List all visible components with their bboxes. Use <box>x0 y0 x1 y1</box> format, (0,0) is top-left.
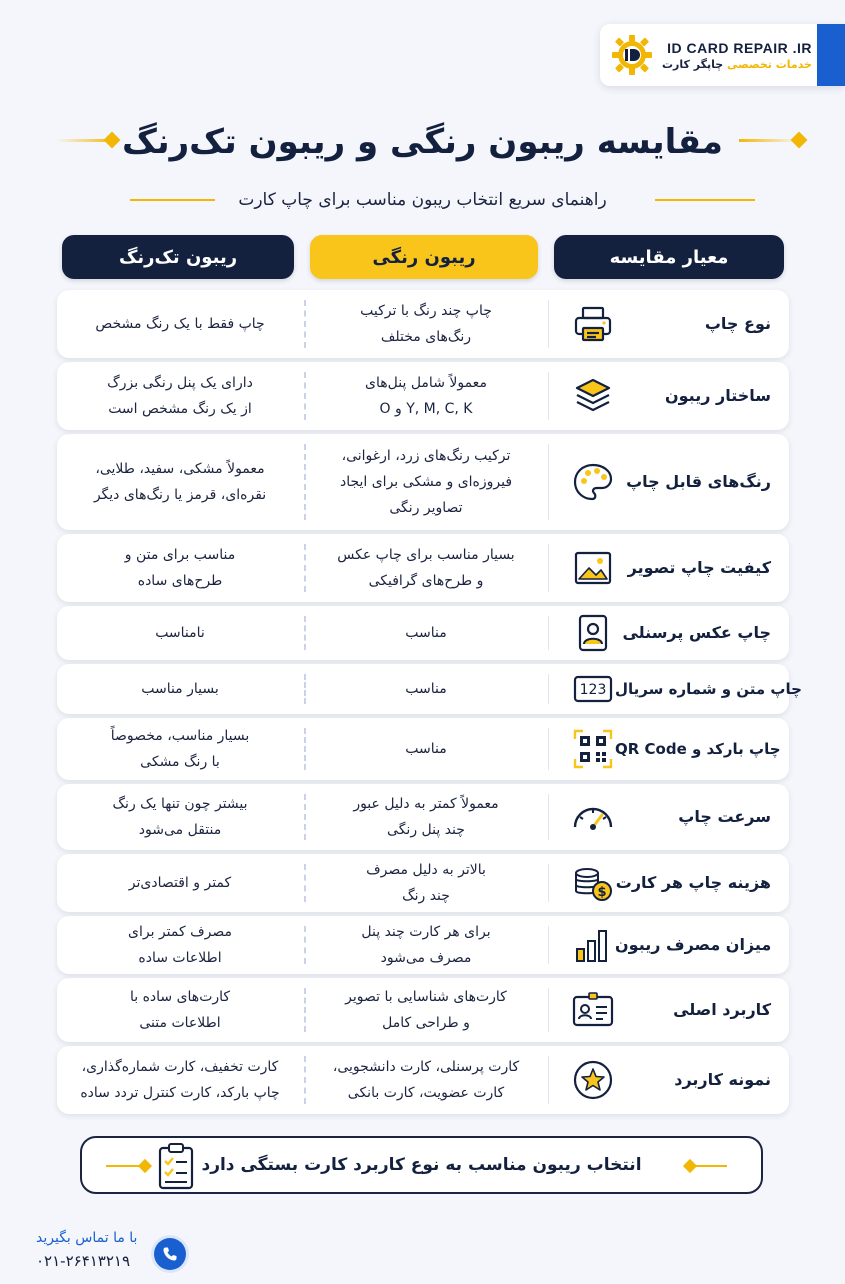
criterion-label: رنگ‌های قابل چاپ <box>626 472 771 491</box>
color-cell: مناسب <box>405 681 447 697</box>
color-cell: کارت‌های شناسایی با تصویر و طراحی کامل <box>345 989 507 1031</box>
table-row <box>57 664 802 714</box>
numbers-icon <box>571 667 615 711</box>
contact-phone[interactable]: ۰۲۱-۲۶۴۱۳۲۱۹ <box>36 1252 131 1270</box>
mono-cell: مصرف کمتر برای اطلاعات ساده <box>128 924 232 966</box>
table-row <box>57 1046 789 1114</box>
color-cell: معمولاً شامل پنل‌های Y, M, C, K و O <box>365 375 487 417</box>
table-row <box>57 534 789 602</box>
image-icon <box>571 546 615 590</box>
portrait-icon <box>571 611 615 655</box>
footer-note-text: انتخاب ریبون مناسب به نوع کاربرد کارت بستگی دارد <box>201 1155 642 1175</box>
criterion-label: ساختار ریبون <box>664 386 771 405</box>
brand-name: ID CARD REPAIR .IR <box>667 39 812 56</box>
id-card-icon <box>571 988 615 1032</box>
palette-icon <box>571 460 615 504</box>
gear-logo-icon <box>610 33 654 77</box>
criterion-cell <box>549 664 802 714</box>
table-row <box>57 362 789 430</box>
brand-accent-strip <box>817 24 845 86</box>
criterion-label: چاپ بارکد و QR Code <box>615 740 781 758</box>
mono-cell: مناسب برای متن و طرح‌های ساده <box>124 547 236 589</box>
table-row <box>57 854 789 912</box>
table-row <box>57 916 789 974</box>
table-row <box>57 290 789 358</box>
mono-cell: کارت تخفیف، کارت شماره‌گذاری، چاپ بارکد، کارت کنترل تردد ساده <box>80 1059 280 1101</box>
criterion-label: سرعت چاپ <box>678 807 771 826</box>
column-header-mono-ribbon: ریبون تک‌رنگ <box>62 235 294 279</box>
layers-icon <box>571 374 615 418</box>
mono-cell: چاپ فقط با یک رنگ مشخص <box>95 316 265 332</box>
title-row <box>0 112 845 172</box>
footer-dot-left <box>138 1159 152 1173</box>
criterion-cell <box>549 978 789 1042</box>
criterion-label: هزینه چاپ هر کارت <box>615 873 771 892</box>
color-cell: مناسب <box>405 741 447 757</box>
printer-icon <box>571 302 615 346</box>
brand-tagline-part1: خدمات تخصصی <box>727 57 812 71</box>
color-cell: کارت پرسنلی، کارت دانشجویی، کارت عضویت، کارت بانکی <box>332 1059 520 1101</box>
color-cell: مناسب <box>405 625 447 641</box>
criterion-cell <box>549 916 789 974</box>
subtitle-row <box>0 186 845 214</box>
criterion-label: نوع چاپ <box>704 314 771 333</box>
criterion-label: چاپ عکس پرسنلی <box>622 623 771 642</box>
mono-cell: دارای یک پنل رنگی بزرگ از یک رنگ مشخص است <box>107 375 253 417</box>
clipboard-icon <box>156 1142 196 1190</box>
page-title: مقایسه ریبون رنگی و ریبون تک‌رنگ <box>122 122 723 162</box>
criterion-label: میزان مصرف ریبون <box>615 935 772 954</box>
criterion-cell <box>549 434 789 530</box>
table-row <box>57 784 789 850</box>
phone-icon <box>162 1246 178 1262</box>
criterion-label: کاربرد اصلی <box>673 1000 771 1019</box>
color-cell: بالاتر به دلیل مصرف چند رنگ <box>366 862 486 904</box>
mono-cell: کمتر و اقتصادی‌تر <box>128 875 232 891</box>
brand-text <box>662 40 812 71</box>
page-subtitle: راهنمای سریع انتخاب ریبون مناسب برای چاپ کارت <box>238 190 607 210</box>
criterion-label: کیفیت چاپ تصویر <box>627 558 771 577</box>
coins-icon <box>571 861 615 905</box>
footer-note-box <box>80 1136 763 1194</box>
brand-tagline <box>662 58 812 71</box>
mono-cell: نامناسب <box>155 625 205 641</box>
table-row <box>57 718 789 780</box>
brand-logo[interactable] <box>600 24 845 86</box>
qr-code-icon <box>571 727 615 771</box>
criterion-label: چاپ متن و شماره سریال <box>615 680 802 698</box>
bar-chart-icon <box>571 923 615 967</box>
contact-label: با ما تماس بگیرید <box>36 1230 138 1246</box>
criterion-cell <box>549 290 789 358</box>
criterion-label: نمونه کاربرد <box>674 1070 771 1089</box>
color-cell: ترکیب رنگ‌های زرد، ارغوانی، فیروزه‌ای و مشکی برای ایجاد تصاویر رنگی <box>339 448 513 516</box>
svg-text:123: 123 <box>579 682 607 698</box>
mono-cell: کارت‌های ساده با اطلاعات متنی <box>129 989 231 1031</box>
criterion-cell <box>549 534 789 602</box>
mono-cell: بیشتر چون تنها یک رنگ منتقل می‌شود <box>112 796 248 838</box>
star-icon <box>571 1058 615 1102</box>
mono-cell: بسیار مناسب <box>141 681 219 697</box>
table-row <box>57 606 789 660</box>
column-header-criteria: معیار مقایسه <box>554 235 784 279</box>
criterion-cell <box>549 362 789 430</box>
mono-cell: بسیار مناسب، مخصوصاً با رنگ مشکی <box>110 728 250 770</box>
color-cell: برای هر کارت چند پنل مصرف می‌شود <box>361 924 491 966</box>
criterion-cell <box>549 718 789 780</box>
criterion-cell <box>549 854 789 912</box>
speedometer-icon <box>571 795 615 839</box>
mono-cell: معمولاً مشکی، سفید، طلایی، نقره‌ای، قرمز یا رنگ‌های دیگر <box>93 461 267 503</box>
column-header-color-ribbon: ریبون رنگی <box>310 235 538 279</box>
svg-text:$: $ <box>597 885 607 900</box>
brand-tagline-part2: چاپگر کارت <box>662 57 724 71</box>
color-cell: چاپ چند رنگ با ترکیب رنگ‌های مختلف <box>360 303 492 345</box>
color-cell: معمولاً کمتر به دلیل عبور چند پنل رنگی <box>353 796 499 838</box>
table-row <box>57 434 789 530</box>
table-row <box>57 978 789 1042</box>
phone-call-button[interactable] <box>154 1238 186 1270</box>
criterion-cell <box>549 784 789 850</box>
color-cell: بسیار مناسب برای چاپ عکس و طرح‌های گرافیکی <box>337 547 515 589</box>
footer-arrow-right <box>687 1165 727 1167</box>
criterion-cell <box>549 606 789 660</box>
criterion-cell <box>549 1046 789 1114</box>
